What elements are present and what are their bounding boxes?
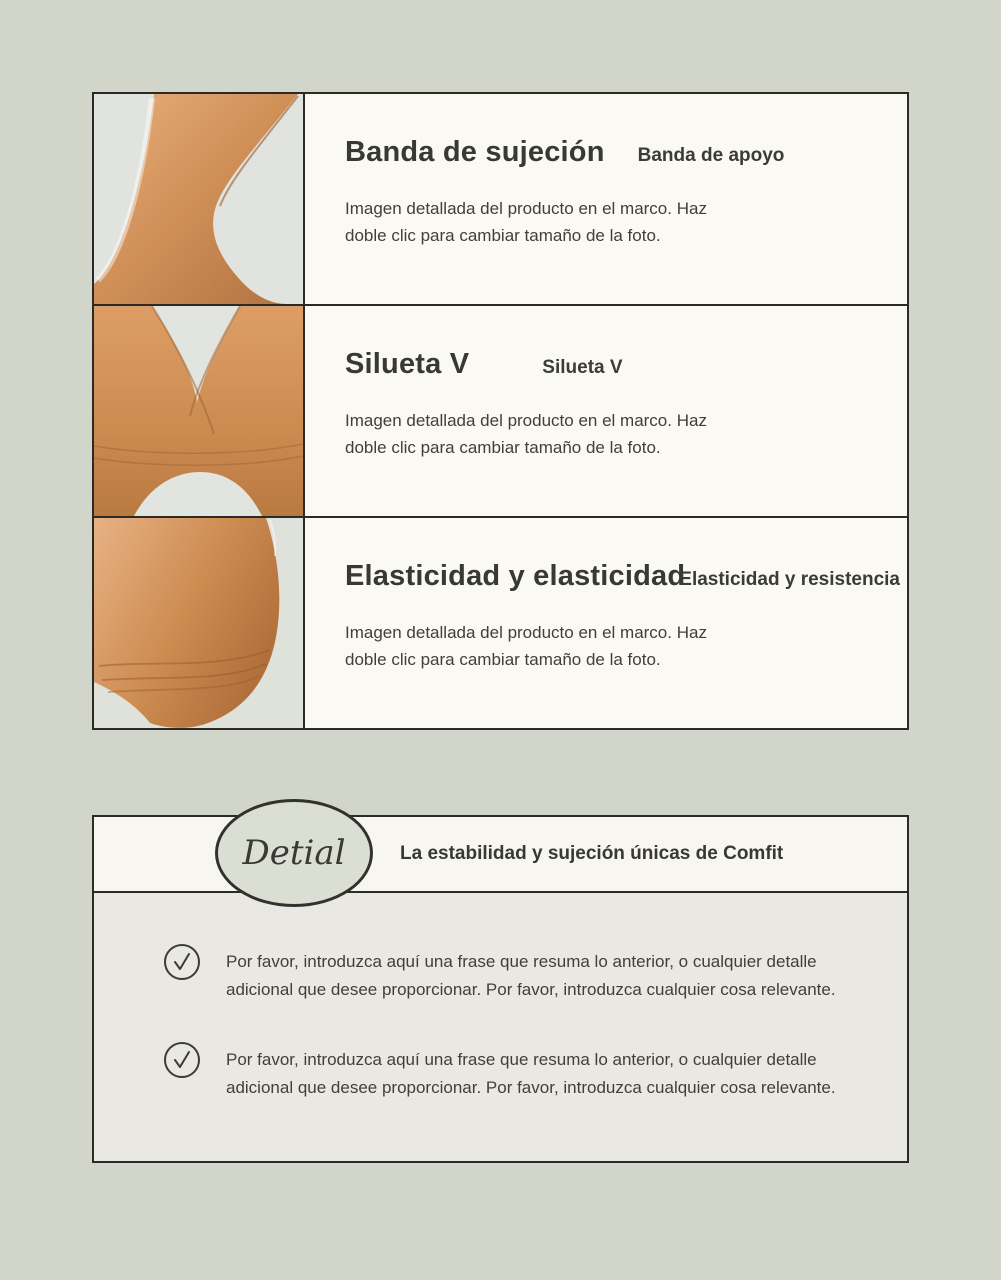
feature-text-v-silhouette xyxy=(305,306,907,516)
check-list-item xyxy=(163,1041,836,1102)
detail-content-box xyxy=(92,891,909,1163)
detail-badge-label: Detial xyxy=(242,833,346,873)
check-list-item xyxy=(163,943,836,1004)
feature-subtitle: Banda de apoyo xyxy=(637,145,785,166)
feature-title-line xyxy=(345,348,879,381)
feature-title: Banda de sujeción xyxy=(345,136,605,168)
feature-subtitle: Elasticidad y resistencia xyxy=(679,569,900,590)
detail-heading: La estabilidad y sujeción únicas de Comfit xyxy=(400,843,784,864)
feature-row-support-band xyxy=(94,94,907,306)
check-circle-icon xyxy=(163,1041,201,1079)
check-item-line1: Por favor, introduzca aquí una frase que resuma lo anterior, o cualquier detalle xyxy=(226,952,817,971)
feature-text-elasticity xyxy=(305,518,907,728)
feature-title: Elasticidad y elasticidad xyxy=(345,560,686,592)
feature-description-line1: Imagen detallada del producto en el marco. Haz xyxy=(345,199,707,218)
check-circle-icon xyxy=(163,943,201,981)
bra-band-image xyxy=(94,518,303,728)
bra-v-neckline-photo[interactable] xyxy=(94,306,305,516)
bra-strap-image xyxy=(94,94,303,304)
bra-v-neckline-image xyxy=(94,306,303,516)
feature-text-support-band xyxy=(305,94,907,304)
bra-band-closeup-photo[interactable] xyxy=(94,518,305,728)
feature-description-line2: doble clic para cambiar tamaño de la foto. xyxy=(345,226,661,245)
feature-description xyxy=(345,407,879,461)
feature-description-line2: doble clic para cambiar tamaño de la foto. xyxy=(345,650,661,669)
feature-description xyxy=(345,619,879,673)
feature-description-line2: doble clic para cambiar tamaño de la foto. xyxy=(345,438,661,457)
detail-badge-ellipse xyxy=(215,799,373,907)
check-item-text xyxy=(226,1041,836,1102)
feature-title-line xyxy=(345,136,879,169)
feature-description-line1: Imagen detallada del producto en el marco. Haz xyxy=(345,411,707,430)
feature-row-elasticity xyxy=(94,518,907,728)
feature-description-line1: Imagen detallada del producto en el marco. Haz xyxy=(345,623,707,642)
check-item-line1: Por favor, introduzca aquí una frase que resuma lo anterior, o cualquier detalle xyxy=(226,1050,817,1069)
check-item-text xyxy=(226,943,836,1004)
check-item-line2: adicional que desee proporcionar. Por favor, introduzca cualquier cosa relevante. xyxy=(226,1078,836,1097)
feature-row-v-silhouette xyxy=(94,306,907,518)
features-panel xyxy=(92,92,909,730)
check-item-line2: adicional que desee proporcionar. Por favor, introduzca cualquier cosa relevante. xyxy=(226,980,836,999)
feature-title: Silueta V xyxy=(345,348,470,380)
feature-subtitle: Silueta V xyxy=(542,357,623,378)
feature-description xyxy=(345,195,879,249)
feature-title-line xyxy=(345,560,900,593)
bra-strap-closeup-photo[interactable] xyxy=(94,94,305,304)
